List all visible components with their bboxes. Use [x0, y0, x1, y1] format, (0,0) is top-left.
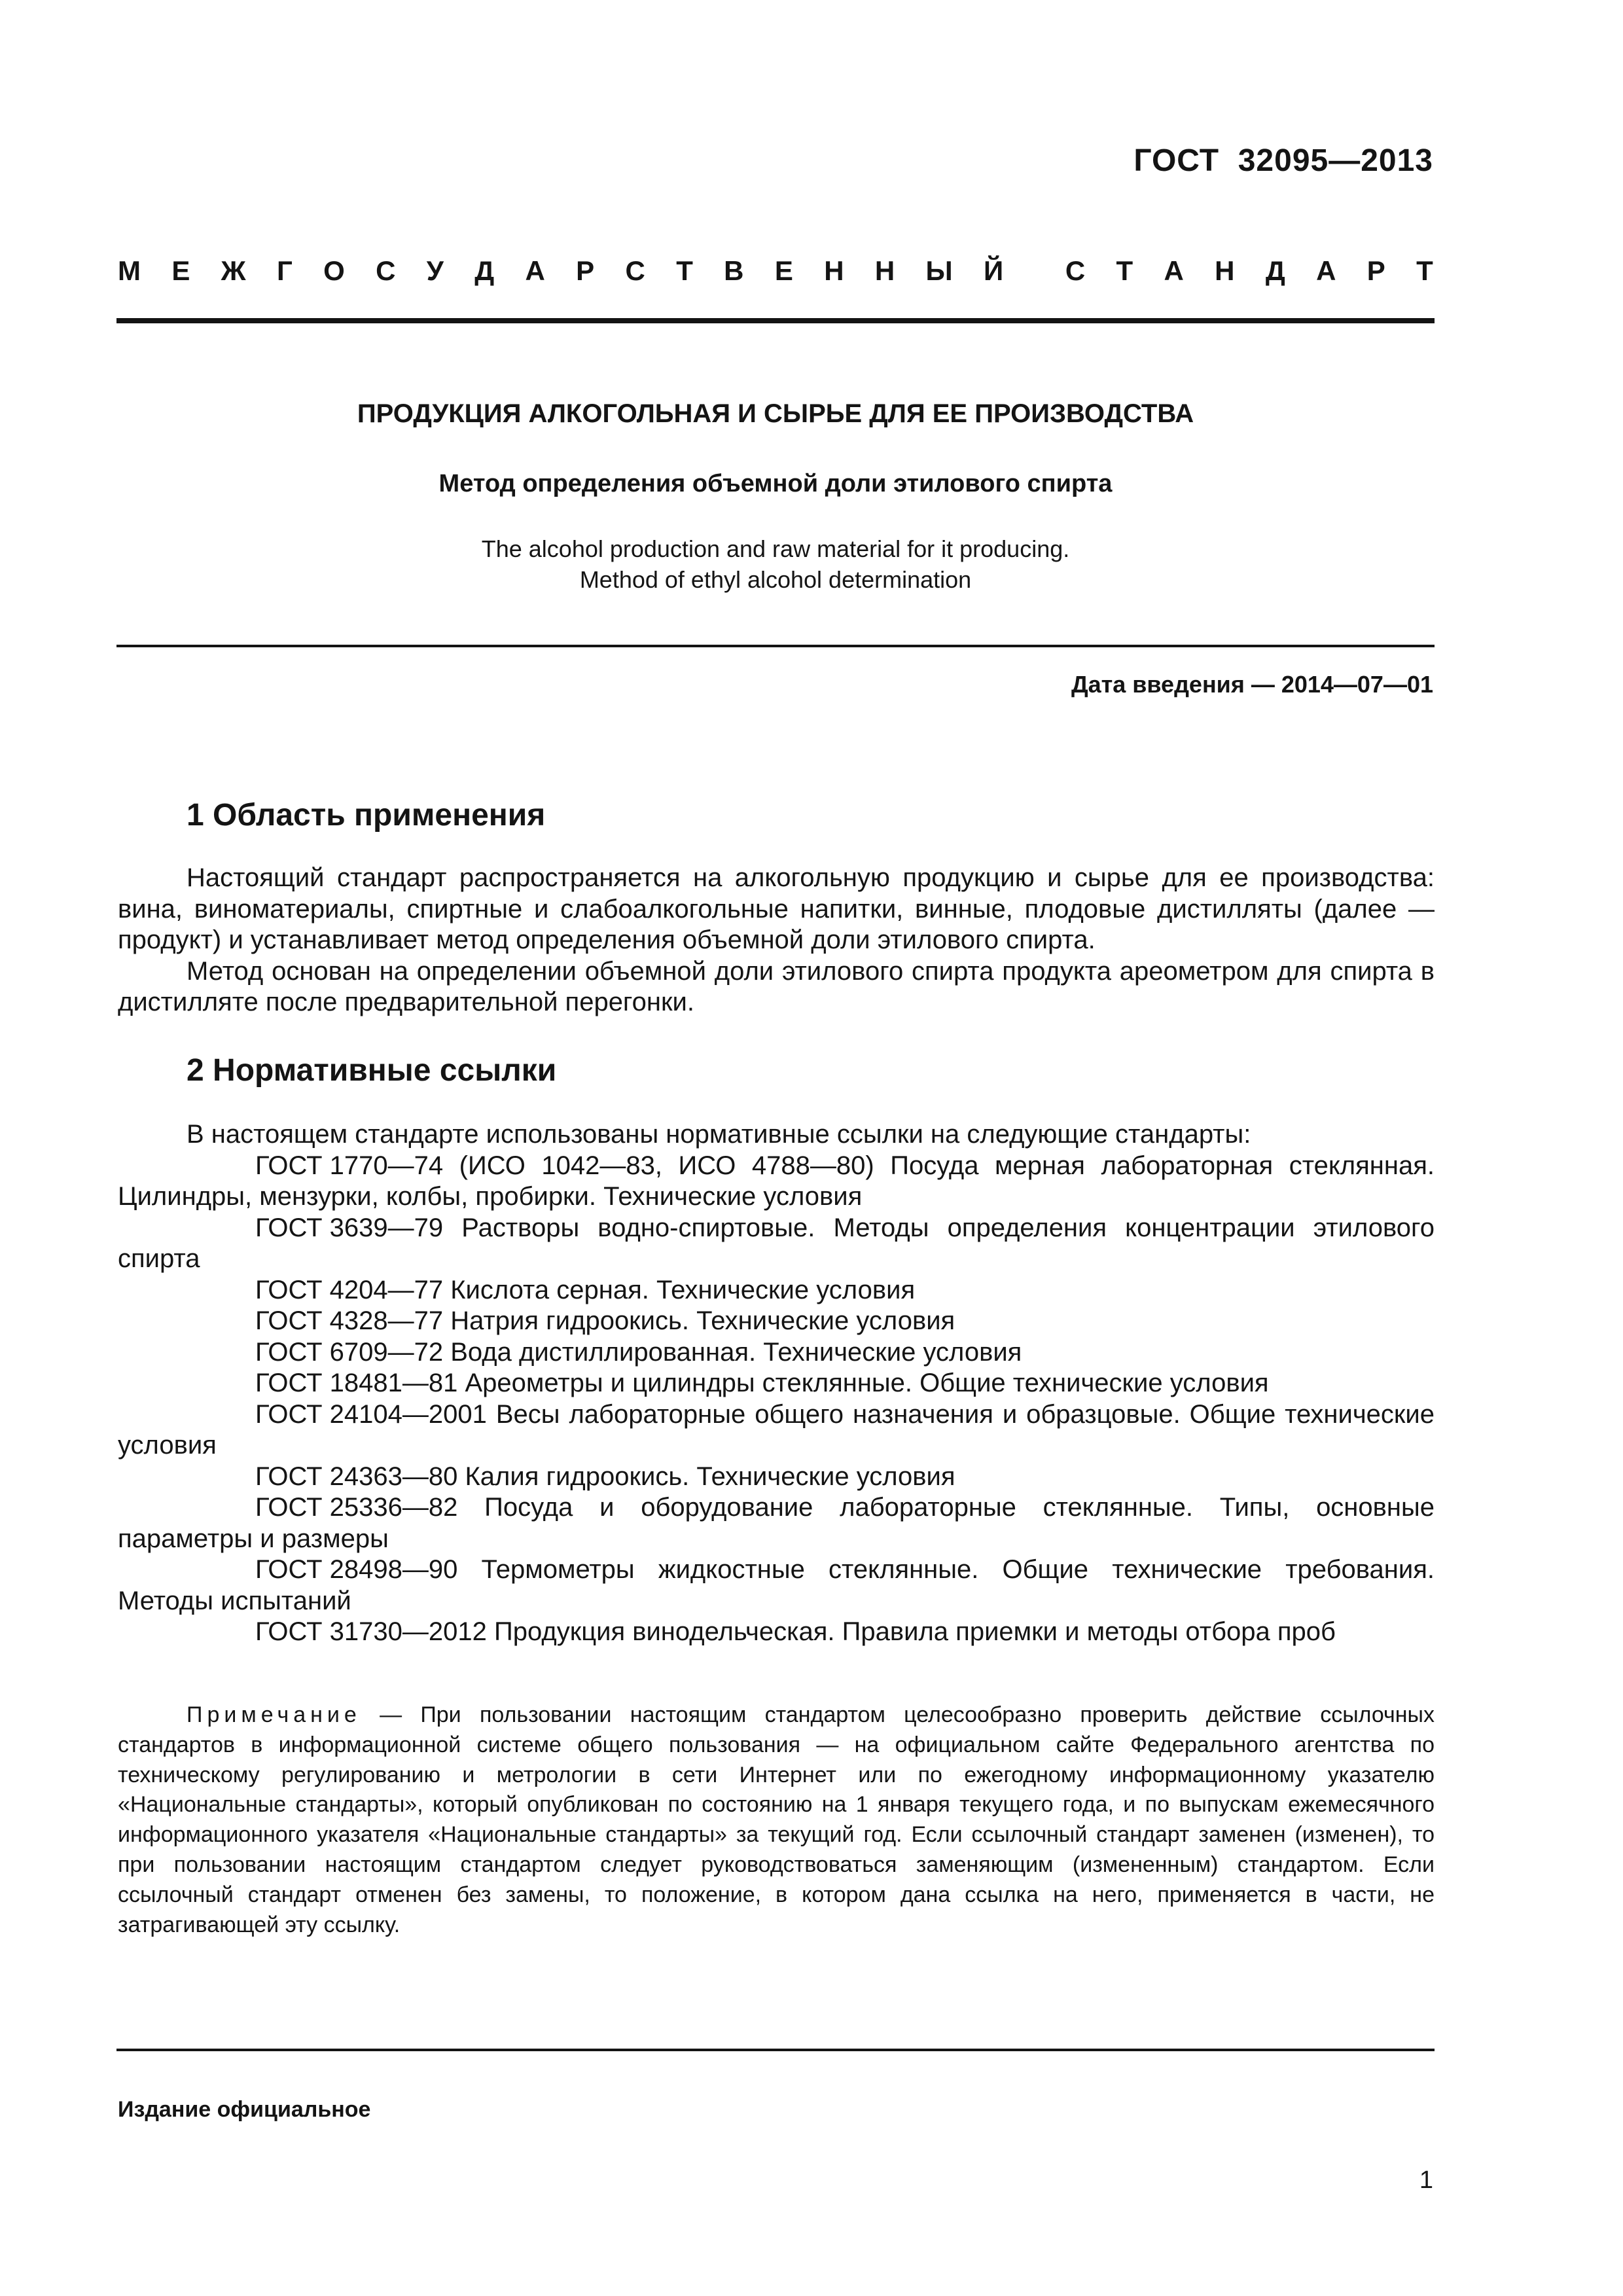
- document-code: ГОСТ 32095—2013: [1133, 143, 1433, 178]
- standard-type-letter: У: [426, 255, 444, 286]
- reference-item: [118, 1151, 1435, 1213]
- standard-type-letter: А: [1316, 255, 1336, 286]
- reference-item: [118, 1337, 1435, 1369]
- standard-type-letter: О: [323, 255, 345, 286]
- english-title-line-2: Method of ethyl alcohol determination: [579, 566, 972, 593]
- reference-title: Вода дистиллированная. Технические условия: [450, 1337, 1022, 1367]
- reference-item: [118, 1368, 1435, 1399]
- english-title-line-1: The alcohol production and raw material for it producing.: [481, 535, 1070, 562]
- reference-title: Растворы водно-спиртовые. Методы определения концентрации этилового спирта: [118, 1213, 1435, 1273]
- standard-type-letter: В: [724, 255, 744, 286]
- reference-item: [118, 1462, 1435, 1493]
- section-2-heading: 2 Нормативные ссылки: [187, 1053, 557, 1088]
- reference-code: ГОСТ 24363—80: [255, 1462, 458, 1491]
- reference-item: [118, 1554, 1435, 1617]
- header-divider: [116, 318, 1435, 323]
- paragraph: Настоящий стандарт распространяется на алкогольную продукцию и сырье для ее производства: вина, виноматериалы, спиртные и слабоалкогольные напитки, винные, плодовые дистилляты (далее — продукт) и устанавливает метод определения объемной доли этилового спирта.: [118, 863, 1435, 954]
- reference-code: ГОСТ 1770—74: [255, 1151, 444, 1180]
- section-2-body: [118, 1119, 1435, 1648]
- reference-title: (ИСО 1042—83, ИСО 4788—80) Посуда мерная лабораторная стеклянная. Цилиндры, мензурки, колбы, пробирки. Технические условия: [118, 1151, 1435, 1211]
- reference-title: Термометры жидкостные стеклянные. Общие технические требования. Методы испытаний: [118, 1555, 1435, 1615]
- reference-title: Весы лабораторные общего назначения и образцовые. Общие технические условия: [118, 1399, 1435, 1460]
- section-1-heading: 1 Область применения: [187, 798, 546, 833]
- standard-type-heading: [118, 255, 1433, 287]
- note-label: Примечание: [187, 1702, 361, 1727]
- standard-type-letter: Н: [824, 255, 844, 286]
- reference-item: [118, 1306, 1435, 1337]
- reference-note: [118, 1700, 1435, 1940]
- reference-code: ГОСТ 18481—81: [255, 1369, 458, 1397]
- reference-code: ГОСТ 4204—77: [255, 1275, 444, 1304]
- page-number: 1: [1419, 2166, 1433, 2194]
- standard-type-letter: Р: [1366, 255, 1385, 286]
- reference-title: Ареометры и цилиндры стеклянные. Общие технические условия: [465, 1369, 1269, 1397]
- standard-type-letter: Т: [1116, 255, 1133, 286]
- paragraph: В настоящем стандарте использованы нормативные ссылки на следующие стандарты:: [187, 1120, 1251, 1149]
- footer-divider: [116, 2049, 1435, 2051]
- standard-type-letter: Д: [1265, 255, 1285, 286]
- reference-item: [118, 1617, 1435, 1648]
- standard-type-letter: Е: [171, 255, 190, 286]
- standard-type-letter: Д: [474, 255, 495, 286]
- standard-type-letter: С: [376, 255, 396, 286]
- reference-code: ГОСТ 4328—77: [255, 1306, 444, 1335]
- reference-code: ГОСТ 31730—2012: [255, 1617, 487, 1646]
- standard-type-letter: Ы: [925, 255, 953, 286]
- standard-type-letter: С: [1065, 255, 1086, 286]
- reference-title: Кислота серная. Технические условия: [450, 1275, 916, 1304]
- reference-code: ГОСТ 6709—72: [255, 1337, 444, 1367]
- standard-type-letter: Й: [983, 255, 1004, 286]
- reference-code: ГОСТ 25336—82: [255, 1493, 458, 1522]
- reference-title: Калия гидроокись. Технические условия: [465, 1462, 955, 1491]
- standard-type-letter: Ж: [221, 255, 246, 286]
- reference-title: Продукция винодельческая. Правила приемки и методы отбора проб: [493, 1617, 1336, 1646]
- standard-type-letter: А: [525, 255, 545, 286]
- english-title: [116, 533, 1435, 595]
- paragraph: Метод основан на определении объемной доли этилового спирта продукта ареометром для спирта в дистилляте после предварительной перегонки.: [118, 956, 1435, 1016]
- reference-code: ГОСТ 24104—2001: [255, 1399, 487, 1429]
- standard-type-letter: С: [625, 255, 645, 286]
- standard-type-letter: Т: [1416, 255, 1433, 286]
- reference-item: [118, 1213, 1435, 1275]
- introduction-date: Дата введения — 2014—07—01: [1071, 671, 1433, 698]
- standard-type-letter: Е: [774, 255, 793, 286]
- reference-item: [118, 1492, 1435, 1554]
- note-text: — При пользовании настоящим стандартом целесообразно проверить действие ссылочных стандартов в информационной системе общего пользования — на официальном сайте Федерального агентства по техническому регулированию и метрологии в сети Интернет или по ежегодному информационному указателю «Национальные стандарты», который опубликован по состоянию на 1 января текущего года, и по выпускам ежемесячного информационного указателя «Национальные стандарты» за текущий год. Если ссылочный стандарт заменен (изменен), то при пользовании настоящим стандартом следует руководствоваться заменяющим (измененным) стандартом. Если ссылочный стандарт отменен без замены, то положение, в котором дана ссылка на него, применяется в части, не затрагивающей эту ссылку.: [118, 1702, 1435, 1937]
- standard-type-letter: Г: [276, 255, 293, 286]
- edition-label: Издание официальное: [118, 2097, 371, 2122]
- reference-title: Посуда и оборудование лабораторные стеклянные. Типы, основные параметры и размеры: [118, 1493, 1435, 1553]
- standard-type-letter: Т: [676, 255, 693, 286]
- standard-type-letter: А: [1164, 255, 1184, 286]
- document-subtitle: Метод определения объемной доли этилового спирта: [438, 470, 1113, 497]
- standard-type-letter: М: [118, 255, 141, 286]
- section-1-body: [118, 863, 1435, 1018]
- reference-code: ГОСТ 3639—79: [255, 1213, 444, 1242]
- standard-type-letter: Н: [874, 255, 895, 286]
- reference-item: [118, 1275, 1435, 1306]
- document-title: ПРОДУКЦИЯ АЛКОГОЛЬНАЯ И СЫРЬЕ ДЛЯ ЕЕ ПРОИЗВОДСТВА: [357, 399, 1194, 428]
- title-divider: [116, 645, 1435, 647]
- standard-type-letter: Н: [1215, 255, 1235, 286]
- reference-item: [118, 1399, 1435, 1462]
- reference-code: ГОСТ 28498—90: [255, 1555, 458, 1584]
- standard-type-letter: Р: [576, 255, 595, 286]
- reference-title: Натрия гидроокись. Технические условия: [450, 1306, 955, 1335]
